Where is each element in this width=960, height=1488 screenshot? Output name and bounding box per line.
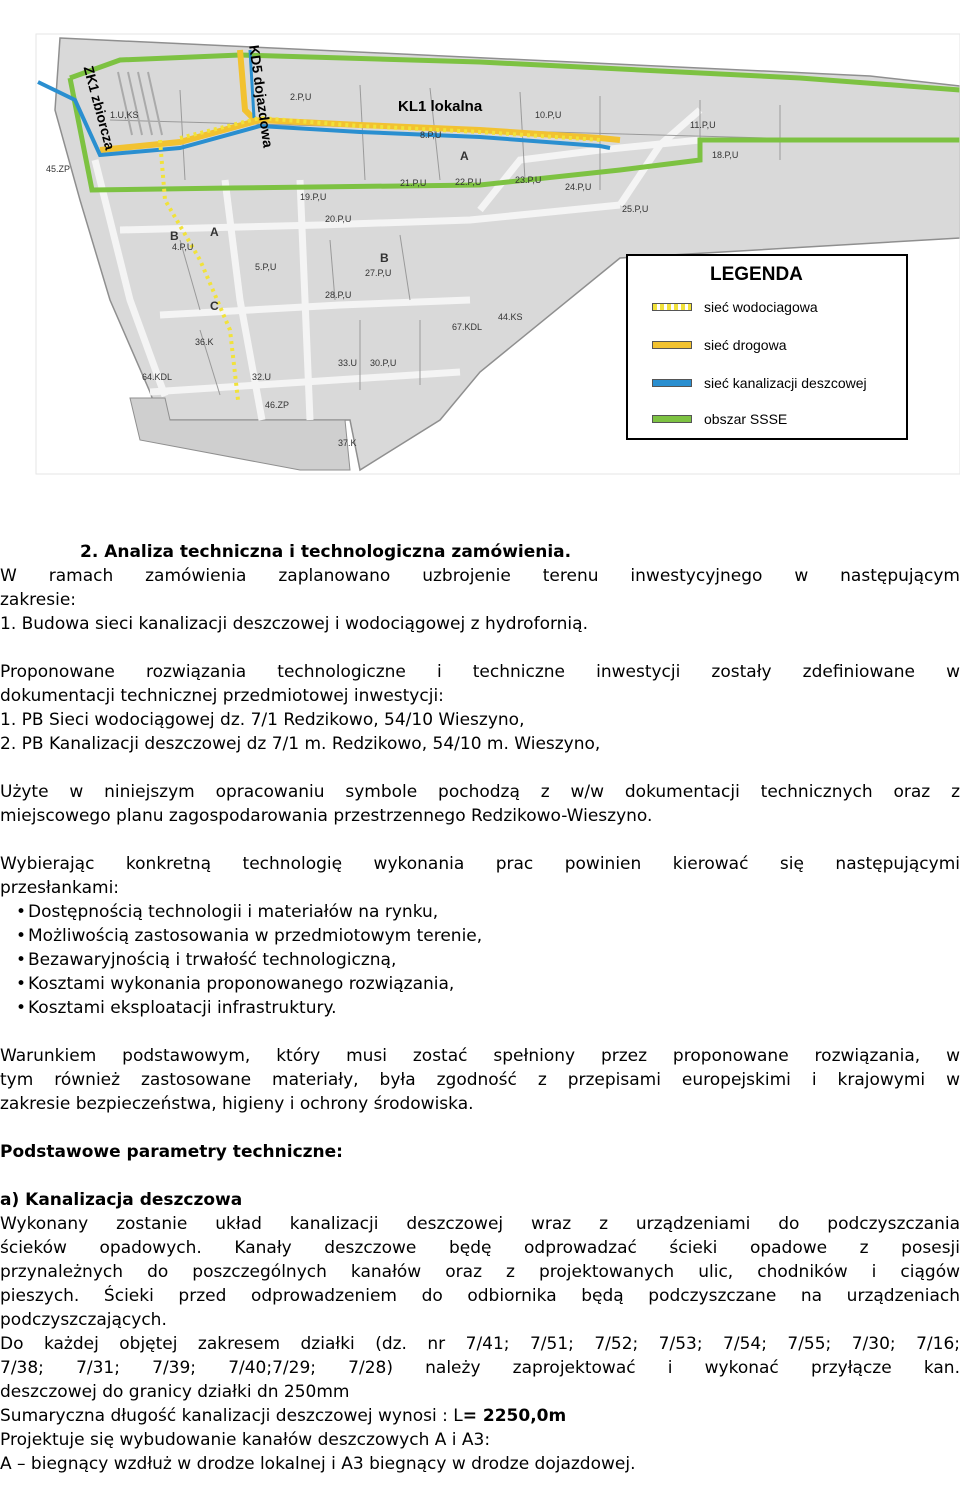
list-item: • Możliwością zastosowania w przedmiotowym terenie, [20, 924, 960, 948]
svg-text:25.P,U: 25.P,U [622, 204, 649, 214]
list-item: • Dostępnością technologii i materiałów na rynku, [20, 900, 960, 924]
condition-line: Warunkiem podstawowym, który musi zostać spełniony przez proponowane rozwiązania, w [0, 1046, 960, 1066]
svg-text:B: B [170, 229, 179, 243]
scope-item: 1. Budowa sieci kanalizacji deszczowej i wodociągowej z hydrofornią. [0, 614, 588, 634]
paragraph-line: deszczowej do granicy działki dn 250mm [0, 1382, 350, 1402]
proposal-line: dokumentacji technicznej przedmiotowej inwestycji: [0, 686, 444, 706]
criteria-list [0, 900, 960, 1020]
list-item: • Kosztami eksploatacji infrastruktury. [20, 996, 960, 1020]
water-swatch-icon [652, 303, 692, 311]
svg-text:8.P,U: 8.P,U [420, 130, 442, 140]
svg-text:33.U: 33.U [338, 358, 358, 368]
svg-text:20.P,U: 20.P,U [325, 214, 352, 224]
section-heading: 2. Analiza techniczna i technologiczna zamówienia. [80, 542, 572, 562]
legend-item-ssse [652, 408, 787, 430]
doc-item: 1. PB Sieci wodociągowej dz. 7/1 Redzikowo, 54/10 Wieszyno, [0, 710, 525, 730]
road-swatch-icon [652, 341, 692, 349]
svg-text:44.KS: 44.KS [498, 312, 523, 322]
paragraph-line: Projektuje się wybudowanie kanałów deszczowych A i A3: [0, 1430, 491, 1450]
length-line [0, 1404, 960, 1428]
length-prefix: Sumaryczna długość kanalizacji deszczowej wynosi : L [0, 1406, 463, 1426]
svg-text:24.P,U: 24.P,U [565, 182, 592, 192]
svg-text:36.K: 36.K [195, 337, 214, 347]
list-item: • Bezawaryjnością i trwałość technologiczną, [20, 948, 960, 972]
paragraph-line: przynależnych do poszczególnych kanałów oraz z projektowanych ulic, chodników i ciągów [0, 1262, 960, 1282]
svg-text:32.U: 32.U [252, 372, 272, 382]
list-item: • Kosztami wykonania proponowanego rozwiązania, [20, 972, 960, 996]
paragraph-line: pieszych. Ścieki przed odprowadzeniem do odbiornika będą podczyszczane na urządzeniach [0, 1286, 960, 1306]
length-value: = 2250,0m [462, 1406, 567, 1426]
road-label-kl1: KL1 lokalna [398, 98, 483, 115]
sewer-swatch-icon [652, 379, 692, 387]
intro-line: zakresie: [0, 590, 77, 610]
symbols-line: Użyte w niniejszym opracowaniu symbole pochodzą z w/w dokumentacji technicznych oraz z [0, 782, 960, 802]
doc-item: 2. PB Kanalizacji deszczowej dz 7/1 m. Redzikowo, 54/10 m. Wieszyno, [0, 734, 601, 754]
map-legend [626, 254, 908, 440]
legend-label: sieć wodociagowa [704, 299, 818, 315]
svg-text:64.KDL: 64.KDL [142, 372, 173, 382]
svg-text:B: B [380, 251, 389, 265]
svg-text:4.P,U: 4.P,U [172, 242, 194, 252]
svg-text:67.KDL: 67.KDL [452, 322, 483, 332]
symbols-line: miejscowego planu zagospodarowania przestrzennego Redzikowo-Wieszyno. [0, 806, 653, 826]
svg-text:5.P,U: 5.P,U [255, 262, 277, 272]
intro-line: W ramach zamówienia zaplanowano uzbrojenie terenu inwestycyjnego w następującym [0, 566, 960, 586]
paragraph-line: 7/38; 7/31; 7/39; 7/40;7/29; 7/28) należy zaprojektować i wykonać przyłącze kan. [0, 1358, 960, 1378]
params-heading: Podstawowe parametry techniczne: [0, 1142, 343, 1162]
svg-text:21.P,U: 21.P,U [400, 178, 427, 188]
legend-item-sewer [652, 372, 867, 394]
ssse-swatch-icon [652, 415, 692, 423]
svg-text:27.P,U: 27.P,U [365, 268, 392, 278]
svg-text:37.K: 37.K [338, 438, 357, 448]
choice-line: przesłankami: [0, 878, 120, 898]
road-label-kd5: KD5 dojazdowa [246, 44, 277, 149]
svg-text:C: C [210, 299, 219, 313]
svg-text:19.P,U: 19.P,U [300, 192, 327, 202]
svg-text:11.P,U: 11.P,U [690, 120, 716, 130]
choice-line: Wybierając konkretną technologię wykonania prac powinien kierować się następującymi [0, 854, 960, 874]
paragraph-line: ścieków opadowych. Kanały deszczowe będę odprowadzać ścieki opadowe z posesji [0, 1238, 960, 1258]
svg-text:A: A [210, 225, 219, 239]
svg-text:1.U,KS: 1.U,KS [110, 110, 139, 120]
legend-title: LEGENDA [710, 264, 803, 285]
svg-text:30.P,U: 30.P,U [370, 358, 397, 368]
svg-text:46.ZP: 46.ZP [265, 400, 290, 410]
paragraph-line: podczyszczających. [0, 1310, 167, 1330]
paragraph-line: Wykonany zostanie układ kanalizacji deszczowej wraz z urządzeniami do podczyszczania [0, 1214, 960, 1234]
proposal-line: Proponowane rozwiązania technologiczne i techniczne inwestycji zostały zdefiniowane w [0, 662, 960, 682]
svg-text:28.P,U: 28.P,U [325, 290, 352, 300]
legend-label: obszar SSSE [704, 411, 788, 427]
subsection-heading: a) Kanalizacja deszczowa [0, 1190, 243, 1210]
legend-item-road [652, 334, 787, 356]
site-plan-map [0, 0, 960, 540]
svg-text:A: A [460, 149, 469, 163]
condition-line: zakresie bezpieczeństwa, higieny i ochrony środowiska. [0, 1094, 474, 1114]
svg-text:45.ZP: 45.ZP [46, 164, 71, 174]
svg-text:2.P,U: 2.P,U [290, 92, 312, 102]
paragraph-line: Do każdej objętej zakresem działki (dz. nr 7/41; 7/51; 7/52; 7/53; 7/54; 7/55; 7/30; 7/16; [0, 1334, 960, 1354]
legend-item-water [652, 296, 818, 318]
condition-line: tym również zastosowane materiały, była zgodność z przepisami europejskimi i krajowymi w [0, 1070, 960, 1090]
legend-label: sieć kanalizacji deszcowej [704, 375, 867, 391]
svg-text:23.P,U: 23.P,U [515, 175, 542, 185]
svg-text:18.P,U: 18.P,U [712, 150, 739, 160]
document-body [0, 540, 960, 1476]
svg-text:10.P,U: 10.P,U [535, 110, 562, 120]
legend-label: sieć drogowa [704, 337, 787, 353]
road-label-zk1: ZK1 zbiorcza [80, 64, 119, 152]
svg-text:22.P,U: 22.P,U [455, 177, 482, 187]
paragraph-line: A – biegnący wzdłuż w drodze lokalnej i A3 biegnący w drodze dojazdowej. [0, 1454, 636, 1474]
